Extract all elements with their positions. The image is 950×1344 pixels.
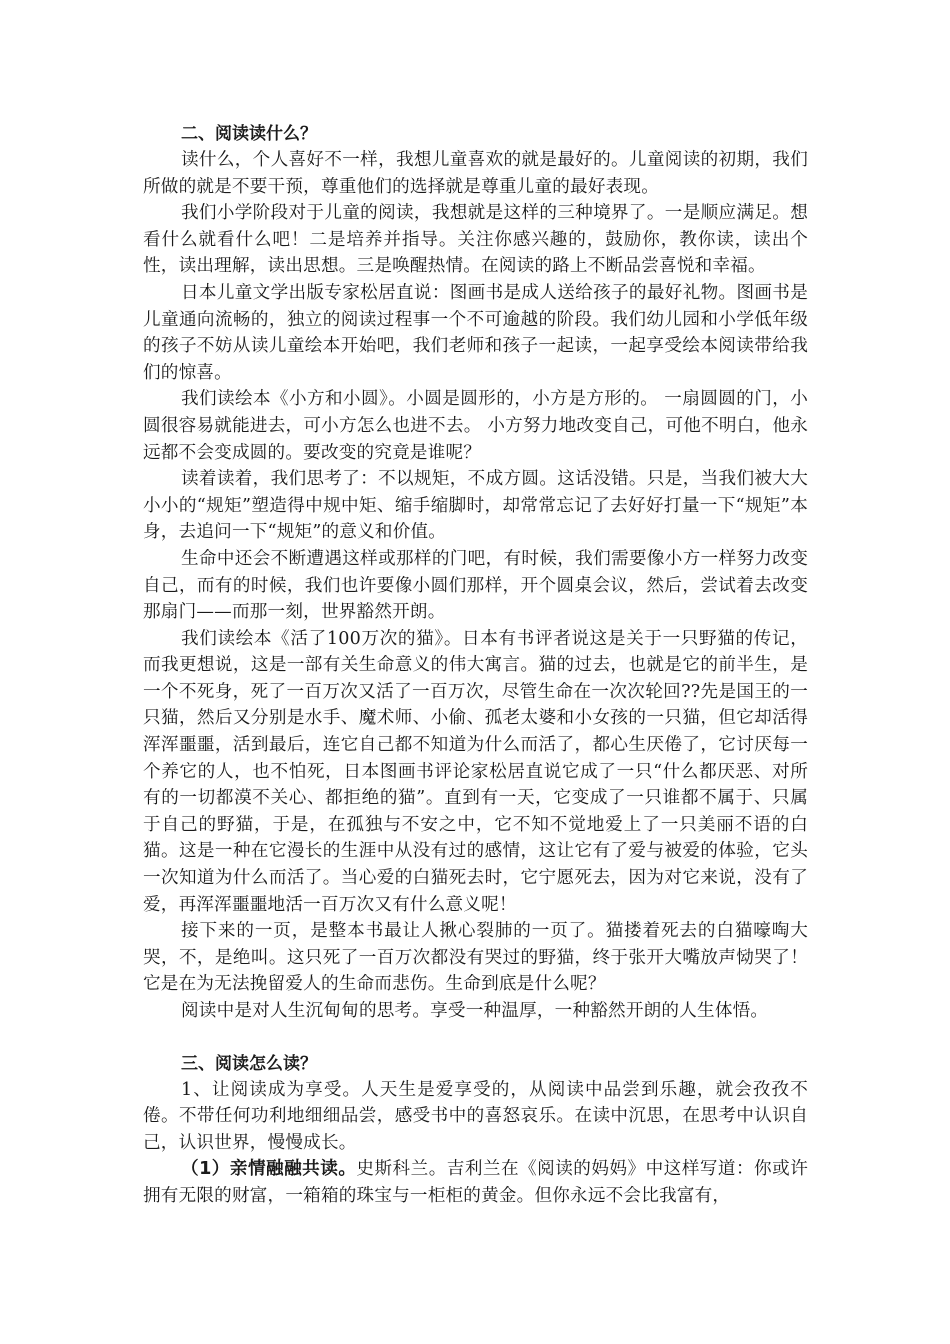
section-gap bbox=[143, 1025, 808, 1051]
paragraph: 1、让阅读成为享受。人天生是爱享受的，从阅读中品尝到乐趣，就会孜孜不倦。不带任何功利地细细品尝，感受书中的喜怒哀乐。在读中沉思，在思考中认识自己，认识世界，慢慢成长。 bbox=[143, 1079, 808, 1153]
paragraph-text: 史斯科兰。吉利兰在《阅读的妈妈》中这样写道：你或许拥有无限的财富，一箱箱的珠宝与一柜柜的黄金。但你永远不会比我富有， bbox=[143, 1159, 808, 1206]
section-heading-how-to-read: 三、阅读怎么读？ bbox=[181, 1053, 317, 1074]
paragraph: 接下来的一页，是整本书最让人揪心裂肺的一页了。猫搂着死去的白猫嚎啕大哭，不，是绝叫。这只死了一百万次都没有哭过的野猫，终于张开大嘴放声恸哭了！ 它是在为无法挽留爱人的生命而悲伤。生命到底是什么呢？ bbox=[143, 921, 808, 995]
paragraph: 读什么，个人喜好不一样，我想儿童喜欢的就是最好的。儿童阅读的初期，我们所做的就是不要干预，尊重他们的选择就是尊重儿童的最好表现。 bbox=[143, 150, 808, 197]
paragraph: 读着读着，我们思考了：不以规矩，不成方圆。这话没错。只是，当我们被大大小小的“规矩”塑造得中规中矩、缩手缩脚时，却常常忘记了去好好打量一下“规矩”本身，去追问一下“规矩”的意义和价值。 bbox=[143, 469, 808, 543]
document-page bbox=[143, 121, 808, 1210]
subheading-family-reading: （1）亲情融融共读。 bbox=[181, 1159, 357, 1180]
paragraph: 我们读绘本《活了100万次的猫》。日本有书评者说这是关于一只野猫的传记，而我更想说，这是一部有关生命意义的伟大寓言。猫的过去，也就是它的前半生，是一个不死身，死了一百万次又活了一百万次，尽管生命在一次次轮回??先是国王的一只猫，然后又分别是水手、魔术师、小偷、孤老太婆和小女孩的一只猫，但它却活得浑浑噩噩，活到最后，连它自己都不知道为什么而活了，都心生厌倦了，它讨厌每一个养它的人，也不怕死，日本图画书评论家松居直说它成了一只“什么都厌恶、对所有的一切都漠不关心、都拒绝的猫”。直到有一天，它变成了一只谁都不属于、只属于自己的野猫，于是，在孤独与不安之中，它不知不觉地爱上了一只美丽不语的白猫。这是一种在它漫长的生涯中从没有过的感情，这让它有了爱与被爱的体验，它头一次知道为什么而活了。当心爱的白猫死去时，它宁愿死去，因为对它来说，没有了爱，再浑浑噩噩地活一百万次又有什么意义呢！ bbox=[143, 628, 808, 915]
paragraph: 我们读绘本《小方和小圆》。小圆是圆形的，小方是方形的。 一扇圆圆的门，小圆很容易就能进去，可小方怎么也进不去。 小方努力地改变自己，可他不明白，他永远都不会变成圆的。要改变的究竟是谁呢？ bbox=[143, 389, 808, 463]
paragraph: 生命中还会不断遭遇这样或那样的门吧，有时候，我们需要像小方一样努力改变自己，而有的时候，我们也许要像小圆们那样，开个圆桌会议，然后，尝试着去改变那扇门——而那一刻，世界豁然开朗。 bbox=[143, 548, 808, 623]
section-heading-what-to-read: 二、阅读读什么？ bbox=[181, 124, 317, 144]
paragraph: 日本儿童文学出版专家松居直说：图画书是成人送给孩子的最好礼物。图画书是儿童通向流畅的，独立的阅读过程事一个不可逾越的阶段。我们幼儿园和小学低年级的孩子不妨从读儿童绘本开始吧，我们老师和孩子一起读，一起享受绘本阅读带给我们的惊喜。 bbox=[143, 282, 808, 383]
paragraph bbox=[143, 1156, 808, 1209]
paragraph: 我们小学阶段对于儿童的阅读，我想就是这样的三种境界了。一是顺应满足。想看什么就看什么吧！二是培养并指导。关注你感兴趣的，鼓励你，教你读，读出个性，读出理解，读出思想。三是唤醒热情。在阅读的路上不断品尝喜悦和幸福。 bbox=[143, 203, 808, 277]
paragraph: 阅读中是对人生沉甸甸的思考。享受一种温厚，一种豁然开朗的人生体悟。 bbox=[181, 1001, 769, 1021]
